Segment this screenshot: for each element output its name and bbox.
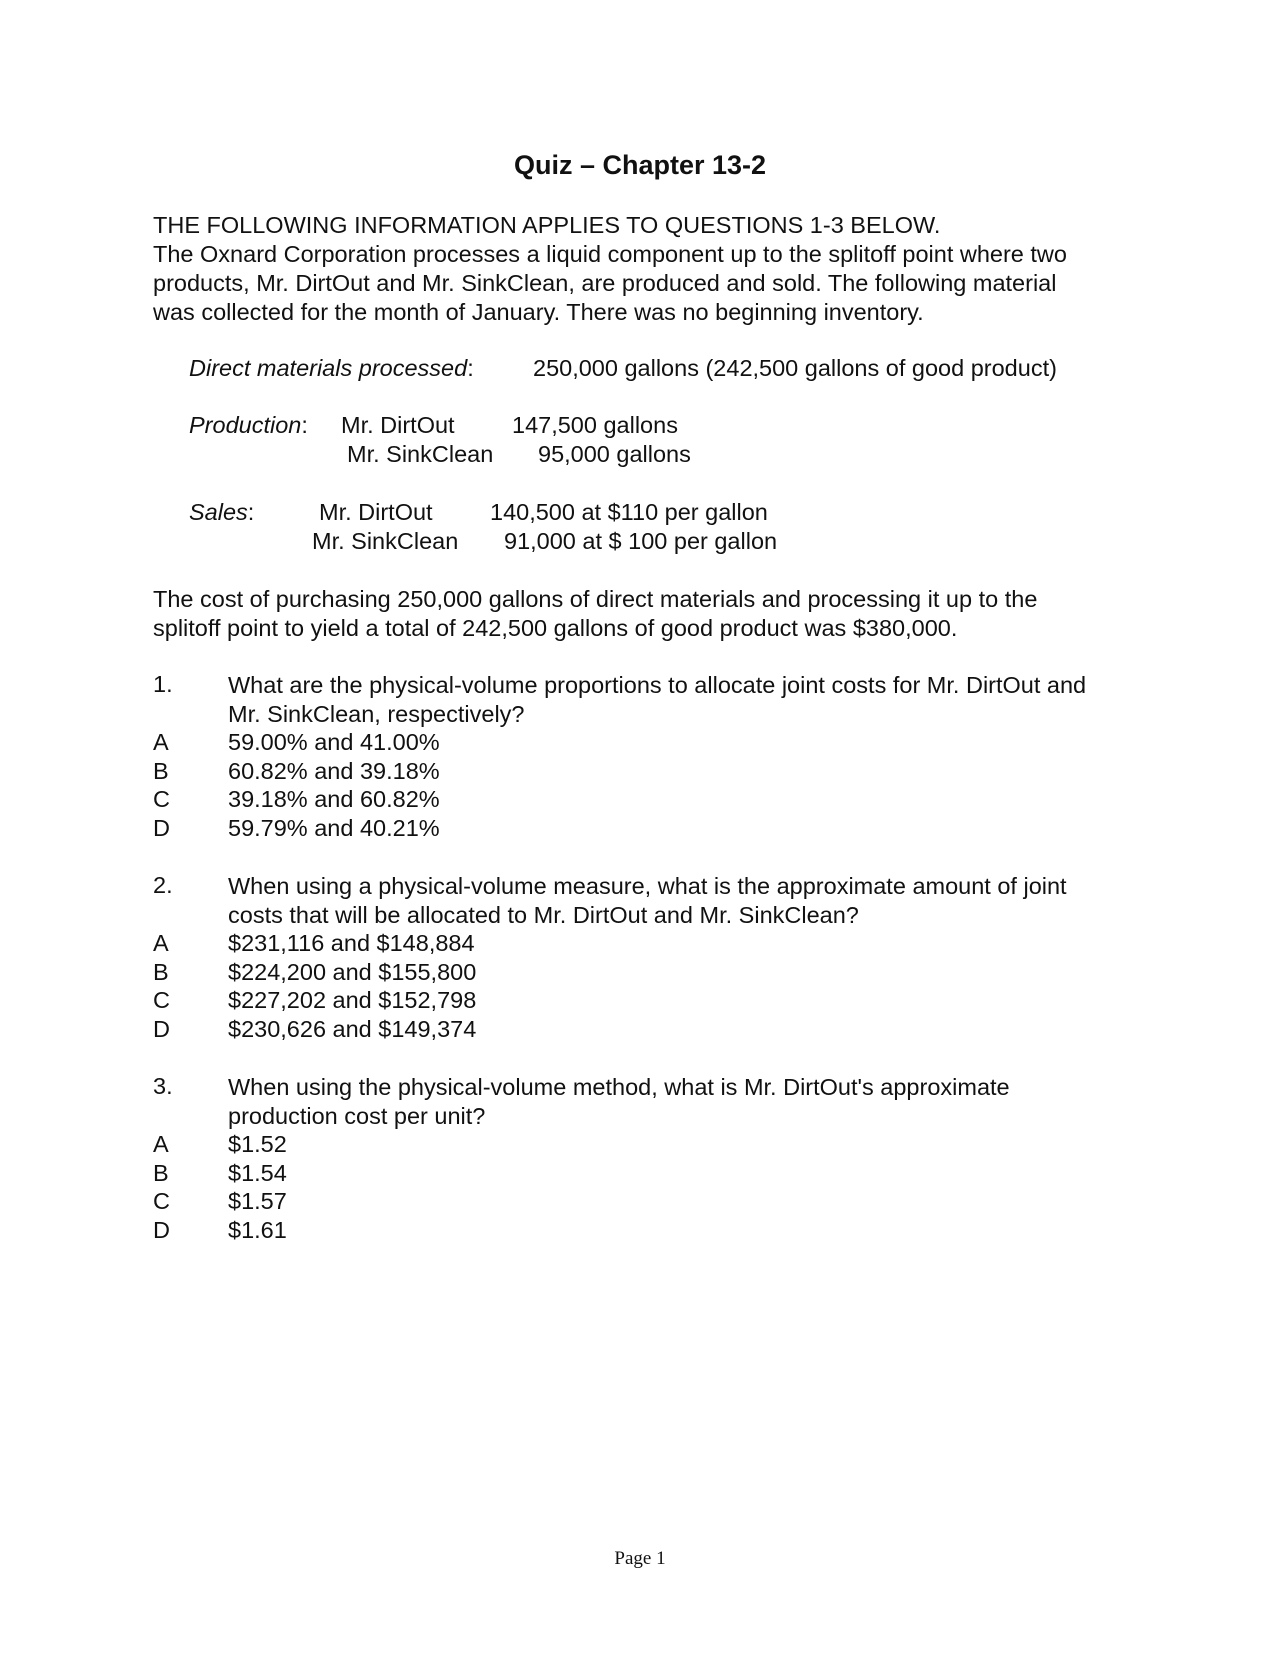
production-value-1: 147,500 gallons [512,412,678,438]
sales-value-2: 91,000 at $ 100 per gallon [504,528,778,554]
production-product-1: Mr. DirtOut [341,412,455,438]
option-text: $231,116 and $148,884 [228,930,475,956]
option-letter: C [153,786,170,812]
sales-product-2: Mr. SinkClean [312,528,459,554]
sales-value-1: 140,500 at $110 per gallon [490,499,768,525]
option-letter: B [153,758,169,784]
page-number: Page 1 [614,1548,666,1569]
production-product-2: Mr. SinkClean [347,441,494,467]
sales-product-1: Mr. DirtOut [319,499,433,525]
question-3-line-2: production cost per unit? [228,1103,486,1129]
option-letter: A [153,729,169,755]
intro-line-3: was collected for the month of January. There was no beginning inventory. [153,299,924,325]
option-letter: C [153,1188,170,1214]
question-3-number: 3. [153,1073,173,1099]
option-letter: A [153,1131,169,1157]
option-letter: B [153,1160,169,1186]
option-text: $230,626 and $149,374 [228,1016,477,1042]
option-letter: C [153,987,170,1013]
question-1-line-1: What are the physical-volume proportions to allocate joint costs for Mr. DirtOut and [228,672,1087,698]
sales-label: Sales: [189,499,255,525]
cost-line-1: The cost of purchasing 250,000 gallons of direct materials and processing it up to the [153,586,1038,612]
direct-materials-value: 250,000 gallons (242,500 gallons of good product) [533,355,1057,381]
option-text: $1.52 [228,1131,287,1157]
option-text: $224,200 and $155,800 [228,959,477,985]
production-label: Production: [189,412,308,438]
option-letter: D [153,1016,170,1042]
option-letter: D [153,1217,170,1243]
question-1-line-2: Mr. SinkClean, respectively? [228,701,525,727]
question-2-line-1: When using a physical-volume measure, what is the approximate amount of joint [228,873,1067,899]
question-2-number: 2. [153,872,173,898]
option-text: $1.54 [228,1160,287,1186]
question-2-line-2: costs that will be allocated to Mr. DirtOut and Mr. SinkClean? [228,902,859,928]
option-text: 59.00% and 41.00% [228,729,440,755]
option-text: 39.18% and 60.82% [228,786,440,812]
direct-materials-label: Direct materials processed: [189,355,474,381]
option-text: $1.61 [228,1217,287,1243]
cost-line-2: splitoff point to yield a total of 242,500 gallons of good product was $380,000. [153,615,958,641]
question-3-line-1: When using the physical-volume method, what is Mr. DirtOut's approximate [228,1074,1010,1100]
option-text: 60.82% and 39.18% [228,758,440,784]
option-letter: A [153,930,169,956]
option-text: $1.57 [228,1188,287,1214]
question-1-number: 1. [153,671,173,697]
option-letter: D [153,815,170,841]
production-value-2: 95,000 gallons [538,441,691,467]
intro-line-1: The Oxnard Corporation processes a liquid component up to the splitoff point where two [153,241,1067,267]
page-title: Quiz – Chapter 13-2 [513,150,767,180]
intro-line-2: products, Mr. DirtOut and Mr. SinkClean, are produced and sold. The following material [153,270,1057,296]
intro-heading: THE FOLLOWING INFORMATION APPLIES TO QUESTIONS 1-3 BELOW. [153,212,941,238]
option-text: 59.79% and 40.21% [228,815,440,841]
option-letter: B [153,959,169,985]
option-text: $227,202 and $152,798 [228,987,477,1013]
